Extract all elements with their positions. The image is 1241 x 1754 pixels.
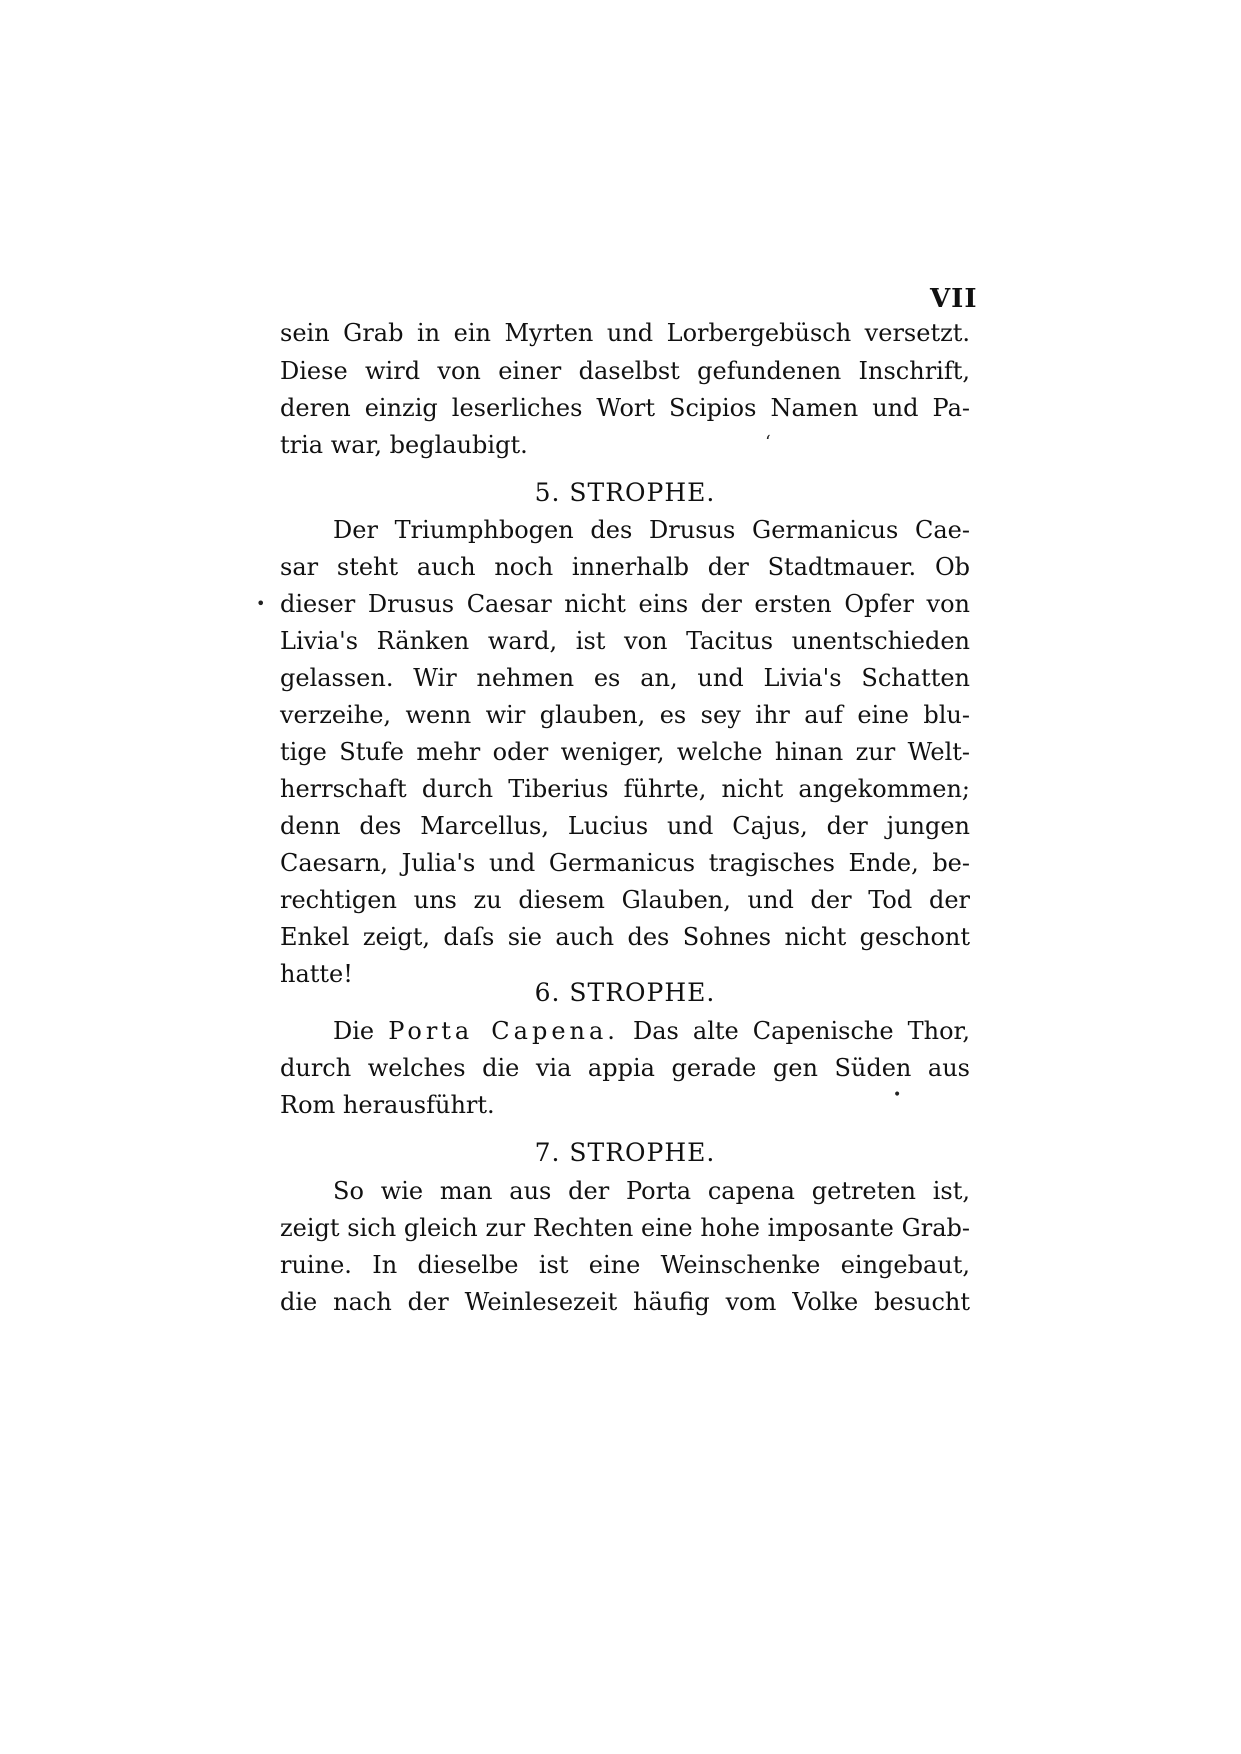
text-line: Caesarn, Julia's und Germanicus tragisches Ende, be- (280, 849, 970, 877)
text-line: sar steht auch noch innerhalb der Stadtmauer. Ob (280, 553, 970, 581)
text-line: zeigt sich gleich zur Rechten eine hohe imposante Grab- (280, 1214, 970, 1242)
text-line: verzeihe, wenn wir glauben, es sey ihr auf eine blu- (280, 701, 970, 729)
text-line: rechtigen uns zu diesem Glauben, und der Tod der (280, 886, 970, 914)
text-line: Der Triumphbogen des Drusus Germanicus Cae- (333, 516, 970, 544)
text-line: tige Stufe mehr oder weniger, welche hinan zur Welt- (280, 738, 970, 766)
text-line: gelassen. Wir nehmen es an, und Livia's Schatten (280, 664, 970, 692)
text-line: die nach der Weinlesezeit häufig vom Volke besucht (280, 1288, 970, 1316)
text-line: Enkel zeigt, daſs sie auch des Sohnes nicht geschont (280, 923, 970, 951)
page-number: VII (930, 284, 978, 314)
stray-ink-mark: • (256, 594, 266, 613)
line-end: Das alte Capenische Thor, (632, 1017, 970, 1045)
text-line: Rom herausführt. (280, 1091, 495, 1119)
strophe-7-heading: 7. STROPHE. (534, 1138, 716, 1167)
text-line: sein Grab in ein Myrten und Lorbergebüsch versetzt. (280, 319, 970, 347)
text-line (333, 1016, 970, 1046)
text-line: denn des Marcellus, Lucius und Cajus, der jungen (280, 812, 970, 840)
text-line: Diese wird von einer daselbst gefundenen Inschrift, (280, 357, 970, 385)
text-line: tria war, beglaubigt. (280, 431, 528, 459)
text-line: herrschaft durch Tiberius führte, nicht angekommen; (280, 775, 970, 803)
text-line: So wie man aus der Porta capena getreten ist, (333, 1177, 970, 1205)
text-line: hatte! (280, 960, 353, 988)
text-line: dieser Drusus Caesar nicht eins der ersten Opfer von (280, 590, 970, 618)
stray-ink-mark: • (893, 1087, 902, 1103)
text-line: durch welches die via appia gerade gen Süden aus (280, 1054, 970, 1082)
text-line: ruine. In dieselbe ist eine Weinschenke eingebaut, (280, 1251, 970, 1279)
text-line: Livia's Ränken ward, ist von Tacitus unentschieden (280, 627, 970, 655)
stray-ink-mark: ‘ (765, 432, 771, 453)
strophe-6-heading: 6. STROPHE. (534, 978, 716, 1007)
line-start: Die (333, 1017, 375, 1045)
strophe-5-heading: 5. STROPHE. (534, 478, 716, 507)
text-line: deren einzig leserliches Wort Scipios Namen und Pa- (280, 394, 970, 422)
porta-capena-spaced: Porta Capena. (388, 1017, 619, 1045)
